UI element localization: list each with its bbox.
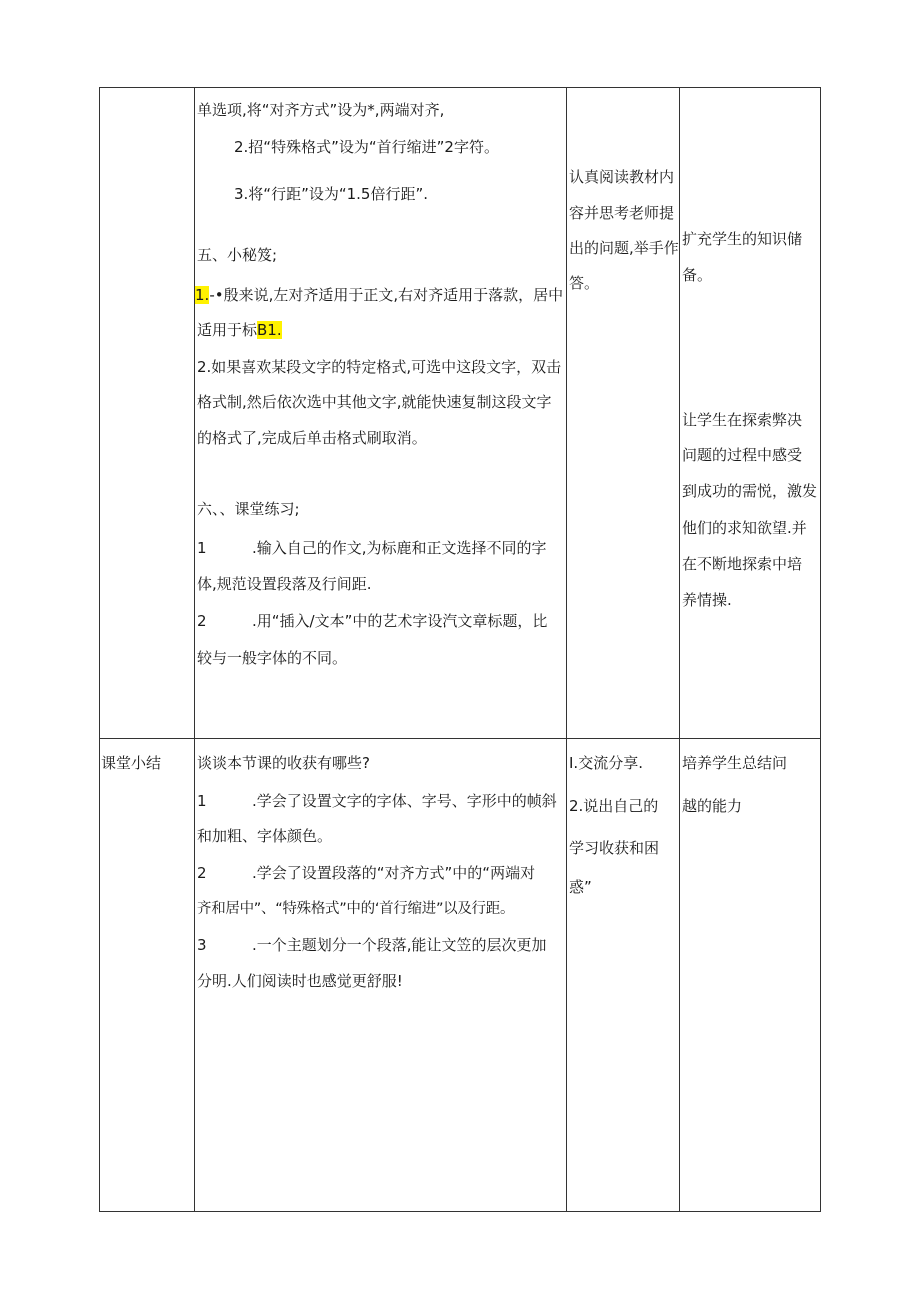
- summary-item-1-number: 1: [197, 792, 207, 810]
- design-intent-a-line-1: 扩充学生的知识储: [682, 230, 803, 248]
- summary-item-3-line-a: .一个主题划分一个段落,能让文笠的层次更加: [252, 936, 547, 954]
- design-intent-a-line-2: 备。: [682, 266, 713, 284]
- step-line-1: 单选项,将“对齐方式”设为*,两端对齐,: [197, 101, 445, 119]
- summary-intro: 谈谈本节课的收获有哪些?: [197, 754, 370, 772]
- student-activity-line-1: 认真阅读教材内: [569, 168, 675, 186]
- section-heading-tips: 五、小秘笈;: [197, 246, 278, 264]
- tip-1-highlight: B1.: [257, 321, 282, 339]
- tip-1-number: 1.: [195, 286, 210, 304]
- table-border-row: [99, 738, 821, 739]
- summary-item-3-line-b: 分明.人们阅读时也感觉更舒服!: [197, 972, 403, 990]
- summary-intent-line-1: 培养学生总结问: [682, 754, 788, 772]
- summary-item-2-line-a: .学会了设置段落的“对齐方式”中的“两端对: [252, 864, 536, 882]
- step-line-2: 2.招“特殊格式”设为“首行缩进”2字符。: [234, 138, 499, 156]
- summary-activity-line-3: 学习收获和困: [569, 839, 660, 857]
- summary-intent-line-2: 越的能力: [682, 797, 743, 815]
- table-border-left: [99, 87, 100, 1212]
- tip-2-line-c: 的格式了,完成后单击格式刷取消。: [197, 429, 427, 447]
- exercise-1-line-a: .输入自己的作文,为标鹿和正文选择不同的字: [252, 539, 547, 557]
- tip-1-text-b: 适用于标: [197, 321, 258, 339]
- section-heading-exercise: 六、、课堂练习;: [197, 500, 300, 518]
- tip-1-text-a: -•殷来说,左对齐适用于正文,右对齐适用于落款，居中: [209, 286, 564, 304]
- summary-activity-line-1: I.交流分享.: [569, 754, 643, 772]
- tip-2-line-a: 2.如果喜欢某段文字的特定格式,可选中这段文字，双击: [197, 358, 562, 376]
- design-intent-b-line-3: 到成功的需悦，激发: [682, 482, 818, 500]
- stage-label-summary: 课堂小结: [101, 754, 162, 772]
- tip-2-line-b: 格式制,然后依次选中其他文字,就能快速复制这段文字: [197, 393, 552, 411]
- exercise-2-line-a: .用“插入/文本”中的艺术字设汽文章标题，比: [252, 612, 548, 630]
- table-border-right: [820, 87, 821, 1212]
- design-intent-b-line-2: 问题的过程中感受: [682, 446, 803, 464]
- exercise-2-number: 2: [197, 612, 207, 630]
- summary-activity-line-4: 惑”: [569, 878, 592, 896]
- table-border-top: [99, 87, 821, 88]
- design-intent-b-line-4: 他们的求知欲望.并: [682, 519, 807, 537]
- design-intent-b-line-5: 在不断地探索中培: [682, 555, 803, 573]
- table-border-col3: [679, 87, 680, 1212]
- table-border-col2: [566, 87, 567, 1212]
- exercise-2-line-b: 较与一般字体的不同。: [197, 649, 348, 667]
- student-activity-line-3: 出的问题,举手作: [569, 239, 679, 257]
- exercise-1-line-b: 体,规范设置段落及行间距.: [197, 575, 372, 593]
- summary-item-3-number: 3: [197, 936, 207, 954]
- tip-1-line-a: [195, 285, 563, 305]
- student-activity-line-4: 答。: [569, 274, 600, 292]
- tip-1-line-b: [197, 320, 282, 340]
- summary-item-2-line-b: 齐和居中”、“特殊格式”中的‘首行缩进”以及行距。: [197, 901, 515, 917]
- summary-item-1-line-a: .学会了设置文字的字体、字号、字形中的帧斜: [252, 792, 557, 810]
- design-intent-b-line-6: 养情操.: [682, 591, 732, 609]
- summary-item-1-line-b: 和加粗、字体颜色。: [197, 827, 333, 845]
- step-line-3: 3.将“行距”设为“1.5倍行距”.: [234, 185, 429, 203]
- design-intent-b-line-1: 让学生在探索弊决: [682, 411, 803, 429]
- exercise-1-number: 1: [197, 539, 207, 557]
- table-border-bottom: [99, 1211, 821, 1212]
- summary-activity-line-2: 2.说出自己的: [569, 797, 659, 815]
- student-activity-line-2: 容并思考老师提: [569, 204, 675, 222]
- summary-item-2-number: 2: [197, 864, 207, 882]
- table-border-col1: [194, 87, 195, 1212]
